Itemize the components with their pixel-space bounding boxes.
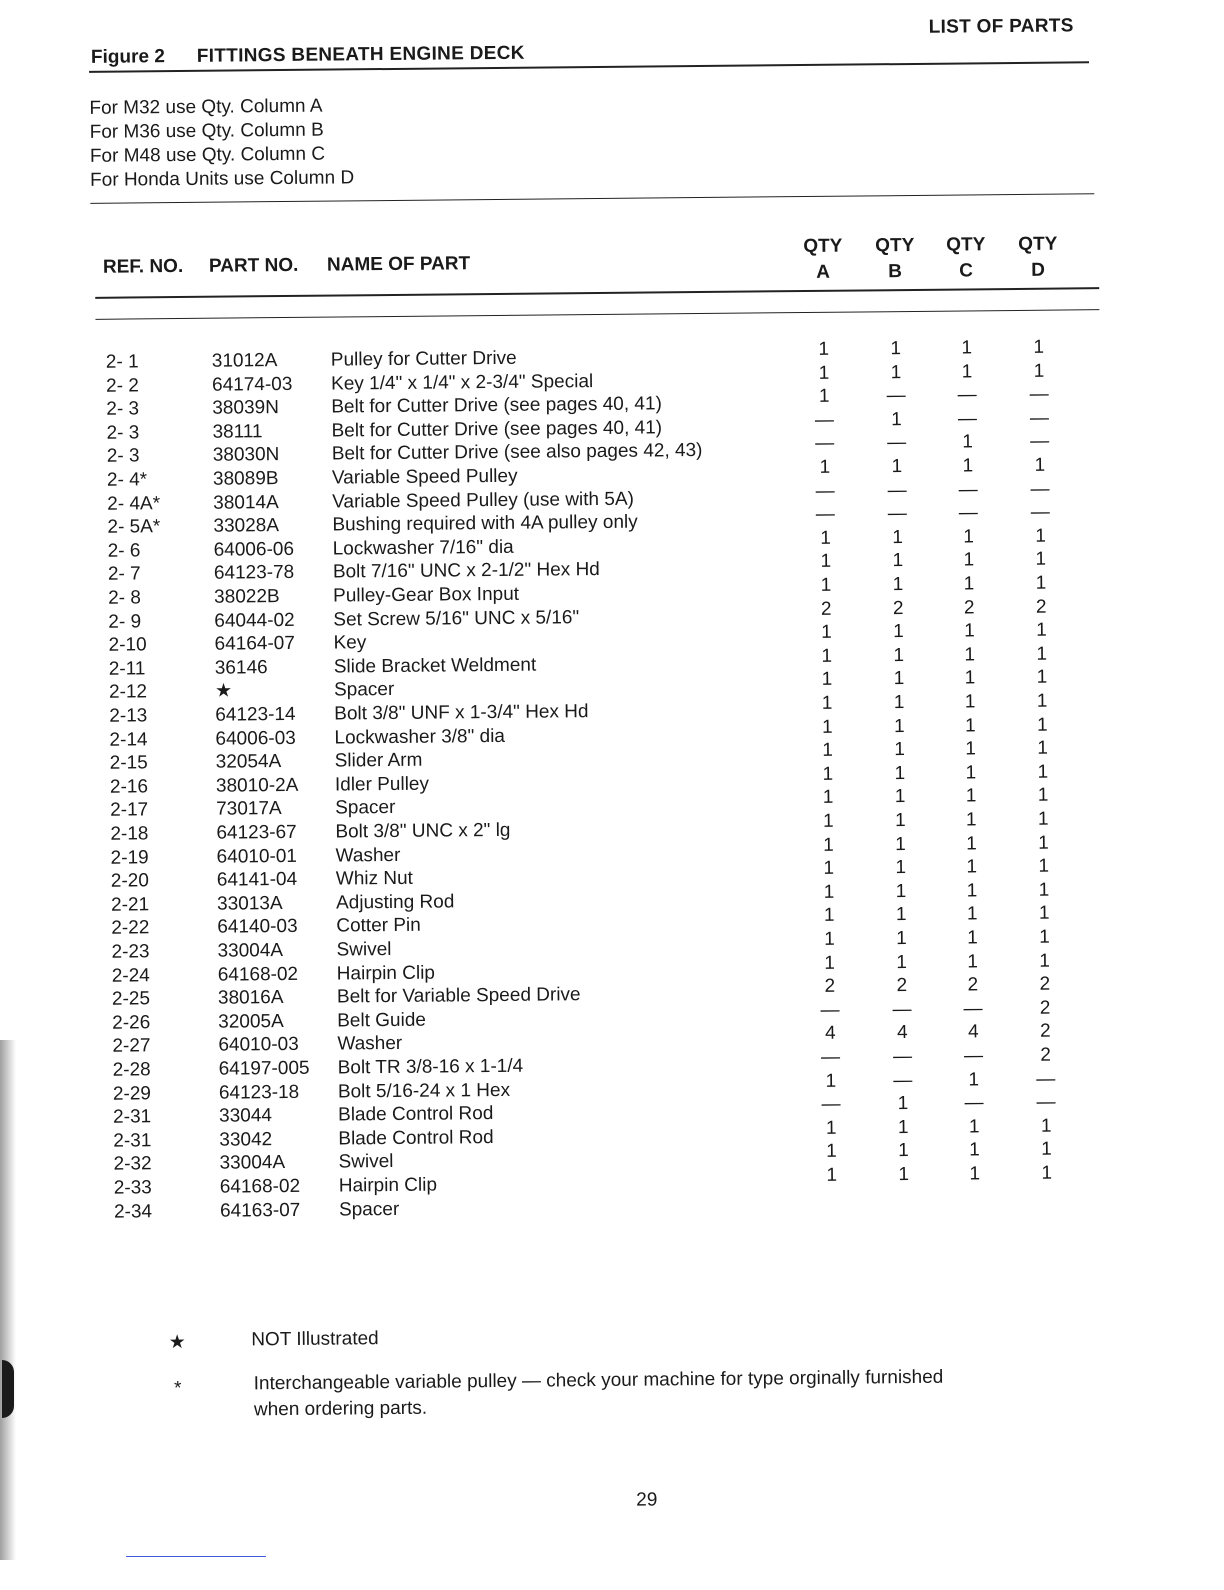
qty-b-cell: 1 [885,833,915,857]
qty-c-cell: 1 [959,1115,989,1139]
part-name-cell: Pulley-Gear Box Input [333,583,519,609]
qty-d-cell: 1 [1028,760,1058,784]
ref-no-cell: 2-31 [113,1129,151,1153]
qty-c-cell: 1 [954,619,984,643]
part-name-cell: Cotter Pin [336,914,421,939]
ref-no-cell: 2- 8 [108,586,141,610]
note-honda: For Honda Units use Column D [90,166,354,193]
col-qty-a-header: QTY A [793,234,853,287]
footnote-asterisk-symbol: * [168,1376,188,1402]
qty-a-cell: 1 [817,1164,847,1188]
qty-a-cell: 1 [809,361,839,385]
qty-c-cell: 1 [956,737,986,761]
part-no-cell: 38111 [212,420,262,444]
qty-a-cell: 1 [813,739,843,763]
qty-a-cell: — [816,1093,846,1117]
qty-a-cell: 1 [814,904,844,928]
qty-d-cell: 1 [1027,642,1057,666]
qty-d-cell: 2 [1030,1044,1060,1068]
ref-no-cell: 2-25 [112,988,150,1012]
qty-c-cell: 1 [952,360,982,384]
part-no-cell: 64168-02 [218,963,299,988]
part-no-cell: 64006-03 [215,727,296,752]
part-no-cell: 32005A [218,1010,284,1035]
qty-d-cell: 1 [1027,713,1057,737]
qty-d-cell: — [1024,383,1054,407]
col-name-header: NAME OF PART [327,253,470,276]
qty-b-cell: 1 [886,856,916,880]
part-no-cell: 64010-03 [218,1033,299,1058]
part-no-cell: 33028A [213,514,279,539]
qty-a-cell: 1 [812,692,842,716]
qty-b-cell: 2 [887,974,917,998]
ref-no-cell: 2- 6 [108,539,141,563]
qty-c-cell: 1 [959,1068,989,1092]
qty-a-cell: 1 [810,456,840,480]
qty-b-cell: — [882,479,912,503]
part-name-cell: Pulley for Cutter Drive [331,347,517,373]
qty-b-cell: 1 [881,408,911,432]
part-name-cell: Variable Speed Pulley [332,465,518,491]
qty-d-cell: 1 [1026,548,1056,572]
part-no-cell: 38089B [213,467,279,492]
part-name-cell: Slider Arm [335,749,423,774]
part-name-cell: Idler Pulley [335,772,429,797]
qty-a-cell: 4 [815,1022,845,1046]
ref-no-cell: 2-23 [111,940,149,964]
part-name-cell: Hairpin Clip [339,1174,437,1199]
qty-a-cell: 1 [816,1116,846,1140]
qty-d-cell: 1 [1028,737,1058,761]
part-no-cell: 64006-06 [214,538,295,563]
qty-a-cell: 1 [815,951,845,975]
qty-d-cell: 1 [1027,690,1057,714]
part-no-cell: 64123-78 [214,561,295,586]
part-name-cell: Adjusting Rod [336,890,455,915]
qty-c-cell: 1 [955,714,985,738]
page-number: 29 [607,1489,687,1512]
qty-d-cell: 1 [1029,926,1059,950]
qty-a-cell: 1 [809,385,839,409]
ref-no-cell: 2-14 [109,728,147,752]
part-no-cell: 64123-18 [219,1080,300,1105]
qty-c-cell: 1 [953,431,983,455]
qty-d-cell: — [1031,1091,1061,1115]
part-no-cell: 64123-14 [215,703,296,728]
part-name-cell: Blade Control Rod [338,1102,493,1127]
qty-c-cell: 1 [960,1162,990,1186]
ref-no-cell: 2- 1 [106,350,139,374]
qty-c-cell: 1 [955,690,985,714]
figure-label: Figure 2 [91,46,165,68]
qty-a-cell: — [815,998,845,1022]
qty-d-cell: 1 [1028,831,1058,855]
part-no-cell: 64044-02 [214,609,295,634]
qty-c-cell: 1 [957,903,987,927]
part-name-cell: Belt for Cutter Drive (see pages 40, 41) [331,416,662,443]
part-name-cell: Whiz Nut [336,867,413,892]
qty-c-cell: — [959,1091,989,1115]
part-name-cell: Bolt 3/8" UNC x 2" lg [335,819,510,845]
qty-d-cell: — [1025,477,1055,501]
qty-a-cell: 1 [811,621,841,645]
qty-b-cell: 1 [883,573,913,597]
qty-b-cell: 1 [881,337,911,361]
ref-no-cell: 2-31 [113,1106,151,1130]
ref-no-cell: 2-16 [110,775,148,799]
qty-b-cell: 1 [882,455,912,479]
qty-d-cell: 2 [1030,1020,1060,1044]
part-no-cell: 38030N [213,443,280,468]
ref-no-cell: 2-34 [114,1200,152,1224]
qty-a-cell: 1 [811,550,841,574]
qty-c-cell: 1 [954,549,984,573]
ref-no-cell: 2-29 [113,1082,151,1106]
part-no-cell: 64141-04 [217,868,298,893]
ref-no-cell: 2-22 [111,917,149,941]
qty-b-cell: 1 [885,785,915,809]
qty-c-cell: — [952,384,982,408]
part-no-cell: 73017A [216,797,282,822]
qty-c-cell: 1 [955,643,985,667]
part-no-cell: ★ [215,680,232,704]
qty-b-cell: 2 [883,597,913,621]
ref-no-cell: 2- 3 [106,398,139,422]
part-name-cell: Swivel [336,938,391,963]
part-no-cell: 38014A [213,491,279,516]
qty-c-cell: 1 [955,667,985,691]
scan-edge-shadow [0,1040,16,1560]
qty-b-cell: 4 [887,1021,917,1045]
part-name-cell: Bolt 3/8" UNF x 1-3/4" Hex Hd [334,700,588,726]
ref-no-cell: 2-13 [109,704,147,728]
qty-c-cell: 1 [956,808,986,832]
qty-b-cell: 1 [884,691,914,715]
part-name-cell: Belt Guide [337,1008,426,1033]
qty-a-cell: 2 [811,597,841,621]
qty-d-cell: — [1025,430,1055,454]
qty-c-cell: 1 [958,950,988,974]
part-name-cell: Bolt TR 3/8-16 x 1-1/4 [338,1055,524,1081]
qty-a-cell: 1 [812,668,842,692]
qty-b-cell: 1 [888,1116,918,1140]
qty-d-cell: 1 [1026,572,1056,596]
qty-d-cell: 1 [1029,902,1059,926]
figure-title: FITTINGS BENEATH ENGINE DECK [197,43,525,67]
part-name-cell: Bolt 7/16" UNC x 2-1/2" Hex Hd [333,558,600,585]
qty-a-cell: 1 [812,715,842,739]
qty-a-cell: 1 [814,880,844,904]
note-m48: For M48 use Qty. Column C [90,142,354,169]
col-qty-d-header: QTY D [1008,231,1068,284]
part-no-cell: 33044 [219,1104,272,1129]
qty-a-cell: 1 [812,644,842,668]
note-m36: For M36 use Qty. Column B [90,118,354,145]
col-part-header: PART NO. [209,255,299,278]
qty-c-cell: 1 [953,525,983,549]
part-name-cell: Blade Control Rod [338,1126,493,1151]
ref-no-cell: 2-18 [110,822,148,846]
part-name-cell: Spacer [335,796,395,821]
qty-d-cell: 1 [1024,359,1054,383]
part-no-cell: 33042 [219,1128,272,1153]
qty-a-cell: 1 [813,833,843,857]
part-no-cell: 64010-01 [217,845,298,870]
ref-no-cell: 2-15 [110,752,148,776]
part-name-cell: Lockwasher 3/8" dia [334,725,505,751]
qty-c-cell: 1 [952,336,982,360]
qty-a-cell: 1 [810,526,840,550]
qty-a-cell: — [810,503,840,527]
qty-b-cell: 1 [889,1163,919,1187]
qty-b-cell: — [882,431,912,455]
qty-d-cell: 1 [1024,336,1054,360]
qty-b-cell: — [888,1069,918,1093]
qty-b-cell: — [881,384,911,408]
qty-c-cell: — [952,407,982,431]
qty-d-cell: 1 [1029,878,1059,902]
part-no-cell: 38039N [212,396,279,421]
part-name-cell: Lockwasher 7/16" dia [333,536,514,562]
ref-no-cell: 2-26 [112,1011,150,1035]
ref-no-cell: 2-28 [113,1058,151,1082]
part-no-cell: 33004A [217,939,283,964]
part-name-cell: Washer [336,844,401,869]
qty-b-cell: — [887,1045,917,1069]
qty-c-cell: — [958,997,988,1021]
qty-d-cell: 1 [1030,949,1060,973]
qty-d-cell: 2 [1026,595,1056,619]
qty-d-cell: — [1024,406,1054,430]
table-header-rule [95,287,1099,299]
qty-a-cell: 1 [813,810,843,834]
qty-a-cell: 2 [815,975,845,999]
qty-b-cell: 1 [884,644,914,668]
part-no-cell: 38016A [218,986,284,1011]
ref-no-cell: 2-17 [110,799,148,823]
qty-a-cell: — [810,432,840,456]
part-name-cell: Slide Bracket Weldment [334,653,537,679]
scan-artifact-line [126,1556,266,1557]
ref-no-cell: 2-19 [111,846,149,870]
parts-table [0,0,1216,6]
qty-c-cell: — [953,478,983,502]
qty-b-cell: 1 [886,880,916,904]
part-name-cell: Belt for Variable Speed Drive [337,983,581,1009]
qty-d-cell: 1 [1026,619,1056,643]
part-name-cell: Hairpin Clip [337,961,435,986]
qty-b-cell: 1 [885,738,915,762]
qty-b-cell: 1 [886,927,916,951]
ref-no-cell: 2-27 [112,1035,150,1059]
part-name-cell: Bushing required with 4A pulley only [332,511,637,538]
qty-b-cell: 1 [884,667,914,691]
qty-c-cell: 2 [954,596,984,620]
qty-d-cell: 1 [1032,1162,1062,1186]
qty-c-cell: 1 [957,926,987,950]
figure-header [91,43,525,69]
notes-rule [90,193,1094,204]
qty-d-cell: 1 [1027,666,1057,690]
qty-a-cell: 1 [816,1140,846,1164]
qty-d-cell: 1 [1028,808,1058,832]
ref-no-cell: 2- 2 [106,374,139,398]
qty-d-cell: 2 [1030,996,1060,1020]
ref-no-cell: 2-24 [112,964,150,988]
qty-d-cell: 1 [1025,524,1055,548]
qty-d-cell: 1 [1025,454,1055,478]
qty-b-cell: — [882,502,912,526]
part-no-cell: 64163-07 [220,1198,301,1223]
qty-b-cell: 1 [888,1139,918,1163]
qty-a-cell: — [815,1046,845,1070]
qty-d-cell: 2 [1030,973,1060,997]
part-name-cell: Belt for Cutter Drive (see also pages 42, 43) [332,439,703,467]
qty-a-cell: — [810,479,840,503]
qty-a-cell: — [809,408,839,432]
part-name-cell: Swivel [338,1150,393,1175]
qty-d-cell: — [1031,1067,1061,1091]
part-name-cell: Set Screw 5/16" UNC x 5/16" [333,606,579,632]
part-name-cell: Spacer [339,1198,399,1223]
part-no-cell: 33013A [217,892,283,917]
footnote-not-illustrated: NOT Illustrated [251,1326,379,1353]
part-no-cell: 36146 [215,656,268,681]
part-no-cell: 64197-005 [219,1057,310,1082]
qty-b-cell: 1 [887,951,917,975]
qty-d-cell: 1 [1029,855,1059,879]
qty-b-cell: 1 [883,620,913,644]
qty-a-cell: 1 [814,928,844,952]
part-no-cell: 64168-02 [220,1175,301,1200]
part-no-cell: 64123-67 [216,821,297,846]
qty-b-cell: 1 [881,361,911,385]
section-title: LIST OF PARTS [929,15,1074,38]
note-m32: For M32 use Qty. Column A [89,94,353,121]
part-name-cell: Variable Speed Pulley (use with 5A) [332,487,634,514]
qty-c-cell: 1 [957,879,987,903]
qty-c-cell: 1 [953,454,983,478]
part-name-cell: Key [333,631,366,655]
qty-c-cell: 1 [956,832,986,856]
table-top-rule [95,309,1099,320]
part-name-cell: Bolt 5/16-24 x 1 Hex [338,1078,510,1104]
ref-no-cell: 2-21 [111,893,149,917]
col-ref-header: REF. NO. [103,256,183,279]
model-notes [89,94,354,193]
ref-no-cell: 2-10 [108,634,146,658]
column-headers [0,0,1216,6]
part-no-cell: 32054A [216,750,282,775]
footnote-interchangeable-cont: when ordering parts. [254,1396,427,1424]
ref-no-cell: 2- 9 [108,610,141,634]
qty-b-cell: 1 [882,526,912,550]
part-name-cell: Spacer [334,678,394,703]
qty-c-cell: 1 [959,1139,989,1163]
qty-c-cell: 1 [956,785,986,809]
ref-no-cell: 2-33 [114,1176,152,1200]
qty-b-cell: 1 [886,903,916,927]
qty-a-cell: 1 [811,574,841,598]
qty-b-cell: 1 [885,809,915,833]
qty-c-cell: — [953,501,983,525]
qty-a-cell: 1 [809,338,839,362]
qty-d-cell: — [1025,501,1055,525]
qty-c-cell: 4 [958,1021,988,1045]
part-no-cell: 64140-03 [217,915,298,940]
footnote-interchangeable: Interchangeable variable pulley — check your machine for type orginally furnished [254,1365,944,1398]
qty-a-cell: 1 [814,857,844,881]
qty-b-cell: 1 [884,715,914,739]
ref-no-cell: 2-11 [109,657,146,681]
ref-no-cell: 2- 5A* [107,515,160,540]
col-qty-c-header: QTY C [936,232,996,285]
qty-b-cell: 1 [885,762,915,786]
ref-no-cell: 2-20 [111,870,149,894]
ref-no-cell: 2- 4A* [107,492,160,517]
ref-no-cell: 2- 3 [107,445,140,469]
qty-c-cell: 1 [956,761,986,785]
part-no-cell: 38022B [214,585,280,610]
part-name-cell: Washer [337,1032,402,1057]
ref-no-cell: 2-32 [113,1153,151,1177]
footnote-star-symbol: ★ [167,1330,187,1356]
col-qty-b-header: QTY B [865,233,925,286]
qty-c-cell: 1 [954,572,984,596]
qty-c-cell: 2 [958,973,988,997]
qty-a-cell: 1 [816,1069,846,1093]
ref-no-cell: 2- 3 [106,421,139,445]
part-no-cell: 33004A [219,1151,285,1176]
qty-a-cell: 1 [813,762,843,786]
qty-b-cell: — [887,998,917,1022]
binder-hole-mark [2,1360,14,1418]
ref-no-cell: 2- 4* [107,468,147,492]
qty-c-cell: 1 [957,855,987,879]
qty-b-cell: 1 [883,549,913,573]
qty-d-cell: 1 [1028,784,1058,808]
qty-a-cell: 1 [813,786,843,810]
qty-d-cell: 1 [1031,1114,1061,1138]
part-no-cell: 64164-07 [214,632,295,657]
part-no-cell: 64174-03 [212,373,293,398]
qty-b-cell: 1 [888,1092,918,1116]
part-name-cell: Key 1/4" x 1/4" x 2-3/4" Special [331,370,593,397]
ref-no-cell: 2-12 [109,681,147,705]
ref-no-cell: 2- 7 [108,563,141,587]
part-name-cell: Belt for Cutter Drive (see pages 40, 41) [331,393,662,420]
part-no-cell: 38010-2A [216,774,299,799]
qty-c-cell: — [958,1044,988,1068]
part-no-cell: 31012A [212,349,278,374]
qty-d-cell: 1 [1031,1138,1061,1162]
